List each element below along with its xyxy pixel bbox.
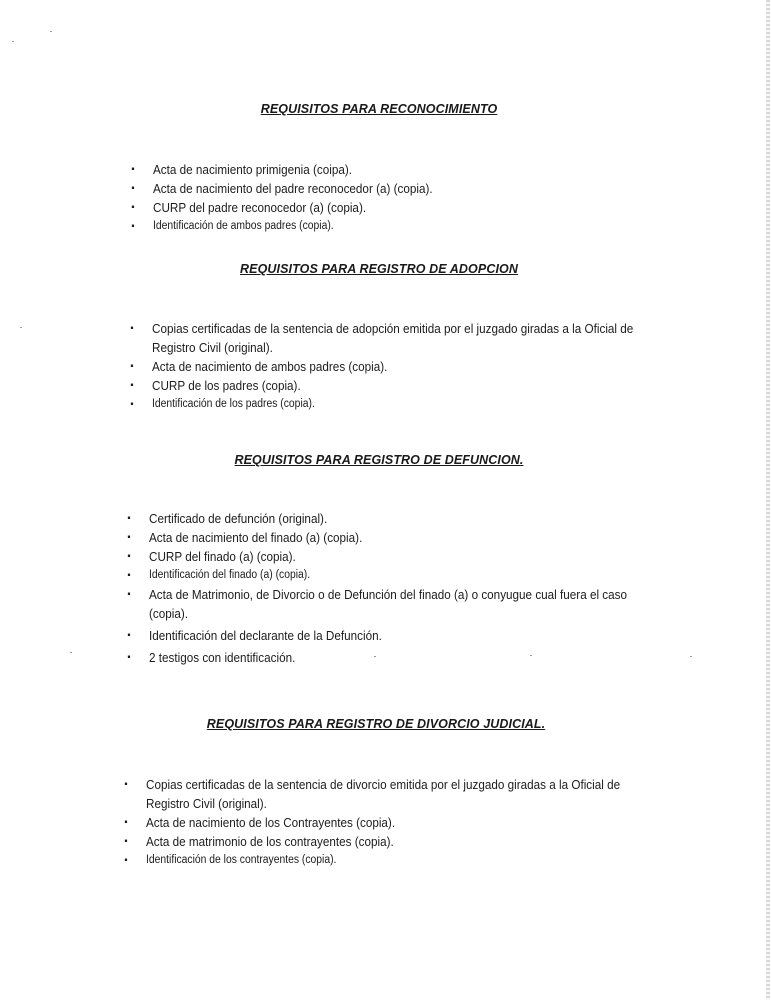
list-item-text: Acta de matrimonio de los contrayentes (copia). <box>146 834 394 849</box>
bullet-icon: ▪ <box>127 652 131 663</box>
list-item-text: Acta de nacimiento del padre reconocedor (a) (copia). <box>153 181 433 196</box>
list-item-text: 2 testigos con identificación. <box>149 650 296 665</box>
bullet-icon: ▪ <box>131 221 135 232</box>
list-item <box>130 357 633 376</box>
bullet-icon: ▪ <box>130 380 134 391</box>
scan-speck <box>12 41 14 42</box>
requirements-list-divorcio <box>124 775 673 870</box>
bullet-icon: ▪ <box>124 817 128 828</box>
list-item <box>131 179 433 198</box>
list-item-text: Identificación de los contrayentes (copia). <box>146 854 337 866</box>
section-heading-reconocimiento: REQUISITOS PARA RECONOCIMIENTO <box>260 102 498 116</box>
scan-speck <box>20 327 22 328</box>
scan-speck <box>690 656 692 657</box>
list-item <box>127 648 627 667</box>
bullet-icon: ▪ <box>131 183 135 194</box>
list-item <box>127 547 627 566</box>
bullet-icon: ▪ <box>127 589 131 600</box>
list-item <box>127 509 627 528</box>
bullet-icon: ▪ <box>127 513 131 524</box>
list-item-text: CURP de los padres (copia). <box>152 378 301 393</box>
list-item-text: Copias certificadas de la sentencia de divorcio emitida por el juzgado giradas a la Oficial de <box>146 777 621 792</box>
list-item <box>127 585 628 623</box>
list-item-text: Identificación del declarante de la Defunción. <box>149 628 382 643</box>
list-item <box>131 217 433 236</box>
scan-speck <box>50 31 52 32</box>
bullet-icon: ▪ <box>131 164 135 175</box>
list-item-text-continued: (copia). <box>149 606 189 621</box>
list-item <box>124 832 620 851</box>
requirements-list-reconocimiento <box>131 160 464 236</box>
bullet-icon: ▪ <box>130 361 134 372</box>
scan-edge-line <box>766 0 770 1000</box>
list-item-text: Acta de nacimiento primigenia (coipa). <box>153 162 352 177</box>
list-item-text: CURP del padre reconocedor (a) (copia). <box>153 200 367 215</box>
bullet-icon: ▪ <box>127 532 131 543</box>
bullet-icon: ▪ <box>127 570 131 581</box>
list-item <box>130 395 633 414</box>
bullet-icon: ▪ <box>131 202 135 213</box>
bullet-icon: ▪ <box>124 779 128 790</box>
list-item <box>124 813 620 832</box>
list-item-text-continued: Registro Civil (original). <box>146 796 267 811</box>
list-item <box>127 528 627 547</box>
list-item <box>130 376 633 395</box>
bullet-icon: ▪ <box>124 836 128 847</box>
list-item-text: Identificación del finado (a) (copia). <box>149 569 311 581</box>
list-item <box>124 851 620 870</box>
list-item-text: Copias certificadas de la sentencia de adopción emitida por el juzgado giradas a la Oficial de <box>152 321 634 336</box>
bullet-icon: ▪ <box>124 855 128 866</box>
requirements-list-defuncion <box>127 509 680 667</box>
list-item-text: Certificado de defunción (original). <box>149 511 328 526</box>
bullet-icon: ▪ <box>127 630 131 641</box>
list-item <box>131 198 433 217</box>
list-item <box>127 626 627 645</box>
list-item-text: CURP del finado (a) (copia). <box>149 549 296 564</box>
list-item-text: Acta de Matrimonio, de Divorcio o de Defunción del finado (a) o conyugue cual fuera el caso <box>149 587 628 602</box>
section-heading-divorcio: REQUISITOS PARA REGISTRO DE DIVORCIO JUDICIAL. <box>206 717 546 731</box>
section-heading-defuncion: REQUISITOS PARA REGISTRO DE DEFUNCION. <box>234 453 524 467</box>
bullet-icon: ▪ <box>127 551 131 562</box>
section-heading-adopcion: REQUISITOS PARA REGISTRO DE ADOPCION <box>240 262 518 276</box>
requirements-list-adopcion <box>130 319 687 414</box>
scan-speck <box>70 652 72 653</box>
list-item-text: Acta de nacimiento del finado (a) (copia). <box>149 530 363 545</box>
list-item-text: Identificación de los padres (copia). <box>152 398 315 410</box>
bullet-icon: ▪ <box>130 323 134 334</box>
list-item-text-continued: Registro Civil (original). <box>152 340 273 355</box>
list-item-text: Acta de nacimiento de los Contrayentes (copia). <box>146 815 396 830</box>
list-item <box>130 319 634 357</box>
list-item <box>127 566 627 585</box>
bullet-icon: ▪ <box>130 399 134 410</box>
list-item-text: Acta de nacimiento de ambos padres (copia). <box>152 359 388 374</box>
list-item <box>131 160 433 179</box>
list-item-text: Identificación de ambos padres (copia). <box>153 220 334 232</box>
list-item <box>124 775 621 813</box>
